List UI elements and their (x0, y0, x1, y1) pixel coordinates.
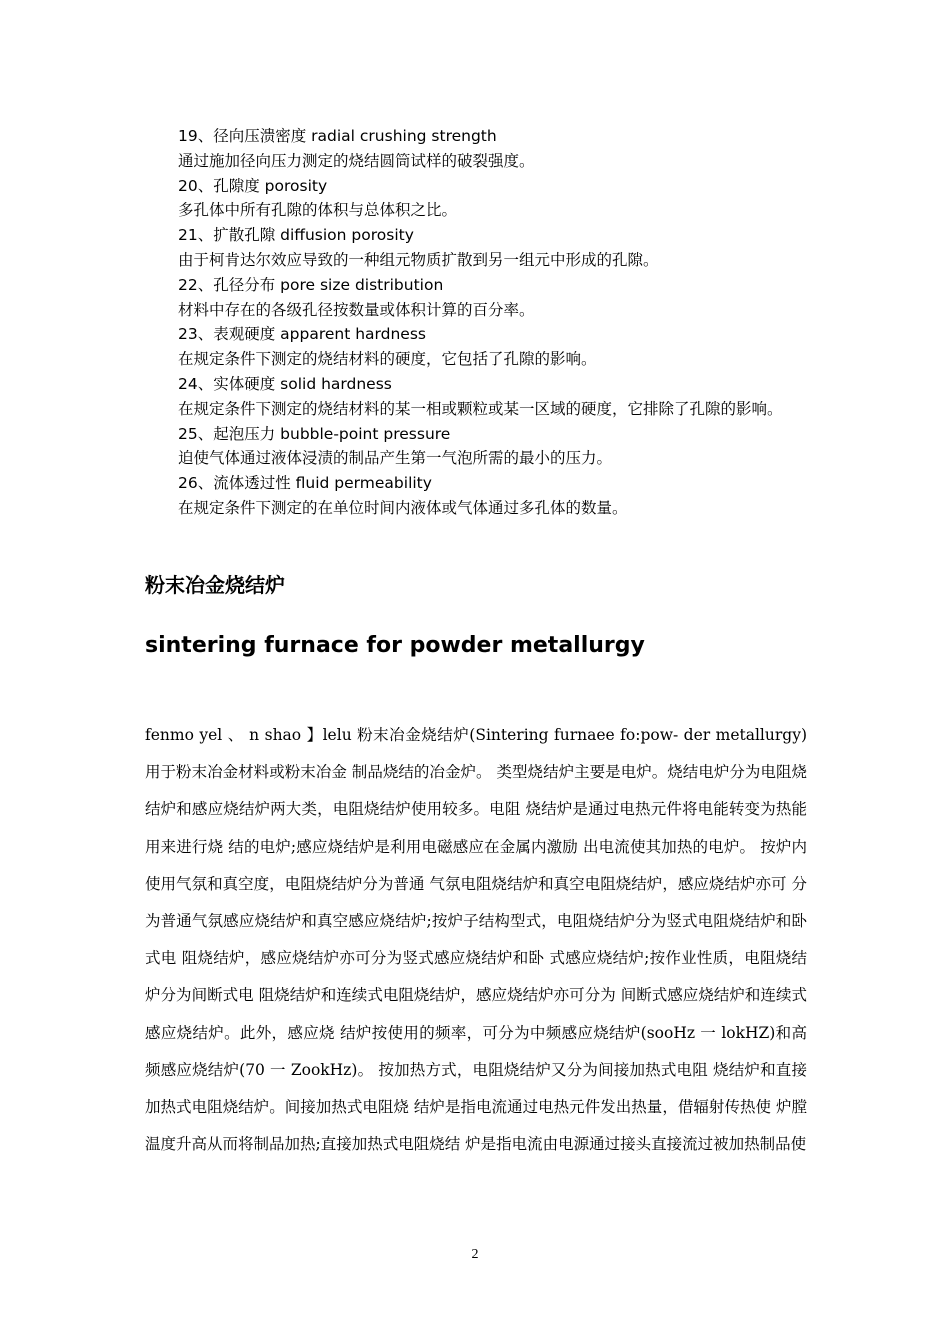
definition-term: 24、实体硬度 solid hardness (178, 374, 392, 393)
definition-text: 在规定条件下测定的烧结材料的某一相或颗粒或某一区域的硬度，它排除了孔隙的影响。 (178, 399, 783, 418)
definition-text: 多孔体中所有孔隙的体积与总体积之比。 (178, 201, 458, 220)
definition-term: 23、表观硬度 apparent hardness (178, 325, 426, 344)
definition-term: 26、流体透过性 fluid permeability (178, 474, 432, 493)
definition-text: 由于柯肯达尔效应导致的一种组元物质扩散到另一组元中形成的孔隙。 (178, 250, 659, 269)
definition-text: 迫使气体通过液体浸渍的制品产生第一气泡所需的最小的压力。 (178, 449, 613, 468)
definition-text: 材料中存在的各级孔径按数量或体积计算的百分率。 (178, 300, 535, 319)
definition-text: 在规定条件下测定的烧结材料的硬度，它包括了孔隙的影响。 (178, 350, 597, 369)
definition-term: 25、起泡压力 bubble-point pressure (178, 424, 451, 443)
definition-term: 20、孔隙度 porosity (178, 176, 328, 195)
definition-term: 19、径向压溃密度 radial crushing strength (178, 127, 497, 145)
section-heading-chinese: 粉末冶金烧结炉 (145, 573, 285, 597)
section-heading-english: sintering furnace for powder metallurgy (145, 633, 645, 658)
definitions-list (145, 124, 810, 521)
definition-text: 通过施加径向压力测定的烧结圆筒试样的破裂强度。 (178, 151, 535, 170)
definition-term: 21、扩散孔隙 diffusion porosity (178, 226, 414, 245)
definition-term: 22、孔径分布 pore size distribution (178, 275, 444, 294)
page-number: 2 (471, 1247, 479, 1262)
definition-text: 在规定条件下测定的在单位时间内液体或气体通过多孔体的数量。 (178, 498, 628, 517)
body-paragraph: fenmo yel 、 n shao 】lelu 粉末冶金烧结炉(Sintering furnaee fo:pow- der metallurgy)用于粉末冶金材料或粉末冶金 制品烧结的冶金炉。 类型烧结炉主要是电炉。烧结电炉分为电阻烧 结炉和感应烧结炉两大类，电阻烧结炉使用较多。电阻 烧结炉是通过电热元件将电能转变为热能用来进行烧 结的电炉;感应烧结炉是利用电磁感应在金属内激励 出电流使其加热的电炉。 按炉内使用气氛和真空度，电阻烧结炉分为普通 气氛电阻烧结炉和真空电阻烧结炉，感应烧结炉亦可 分为普通气氛感应烧结炉和真空感应烧结炉;按炉子结构型式，电阻烧结炉分为竖式电阻烧结炉和卧式电 阻烧结炉，感应烧结炉亦可分为竖式感应烧结炉和卧 式感应烧结炉;按作业性质，电阻烧结炉分为间断式电 阻烧结炉和连续式电阻烧结炉，感应烧结炉亦可分为 间断式感应烧结炉和连续式感应烧结炉。此外，感应烧 结炉按使用的频率，可分为中频感应烧结炉(sooHz 一 lokHZ)和高频感应烧结炉(70 一 ZookHz)。 按加热方式，电阻烧结炉又分为间接加热式电阻 烧结炉和直接加热式电阻烧结炉。间接加热式电阻烧 结炉是指电流通过电热元件发出热量，借辐射传热使 炉膛温度升高从而将制品加热;直接加热式电阻烧结 炉是指电流由电源通过接头直接流过被加热制品使 (145, 726, 807, 1154)
